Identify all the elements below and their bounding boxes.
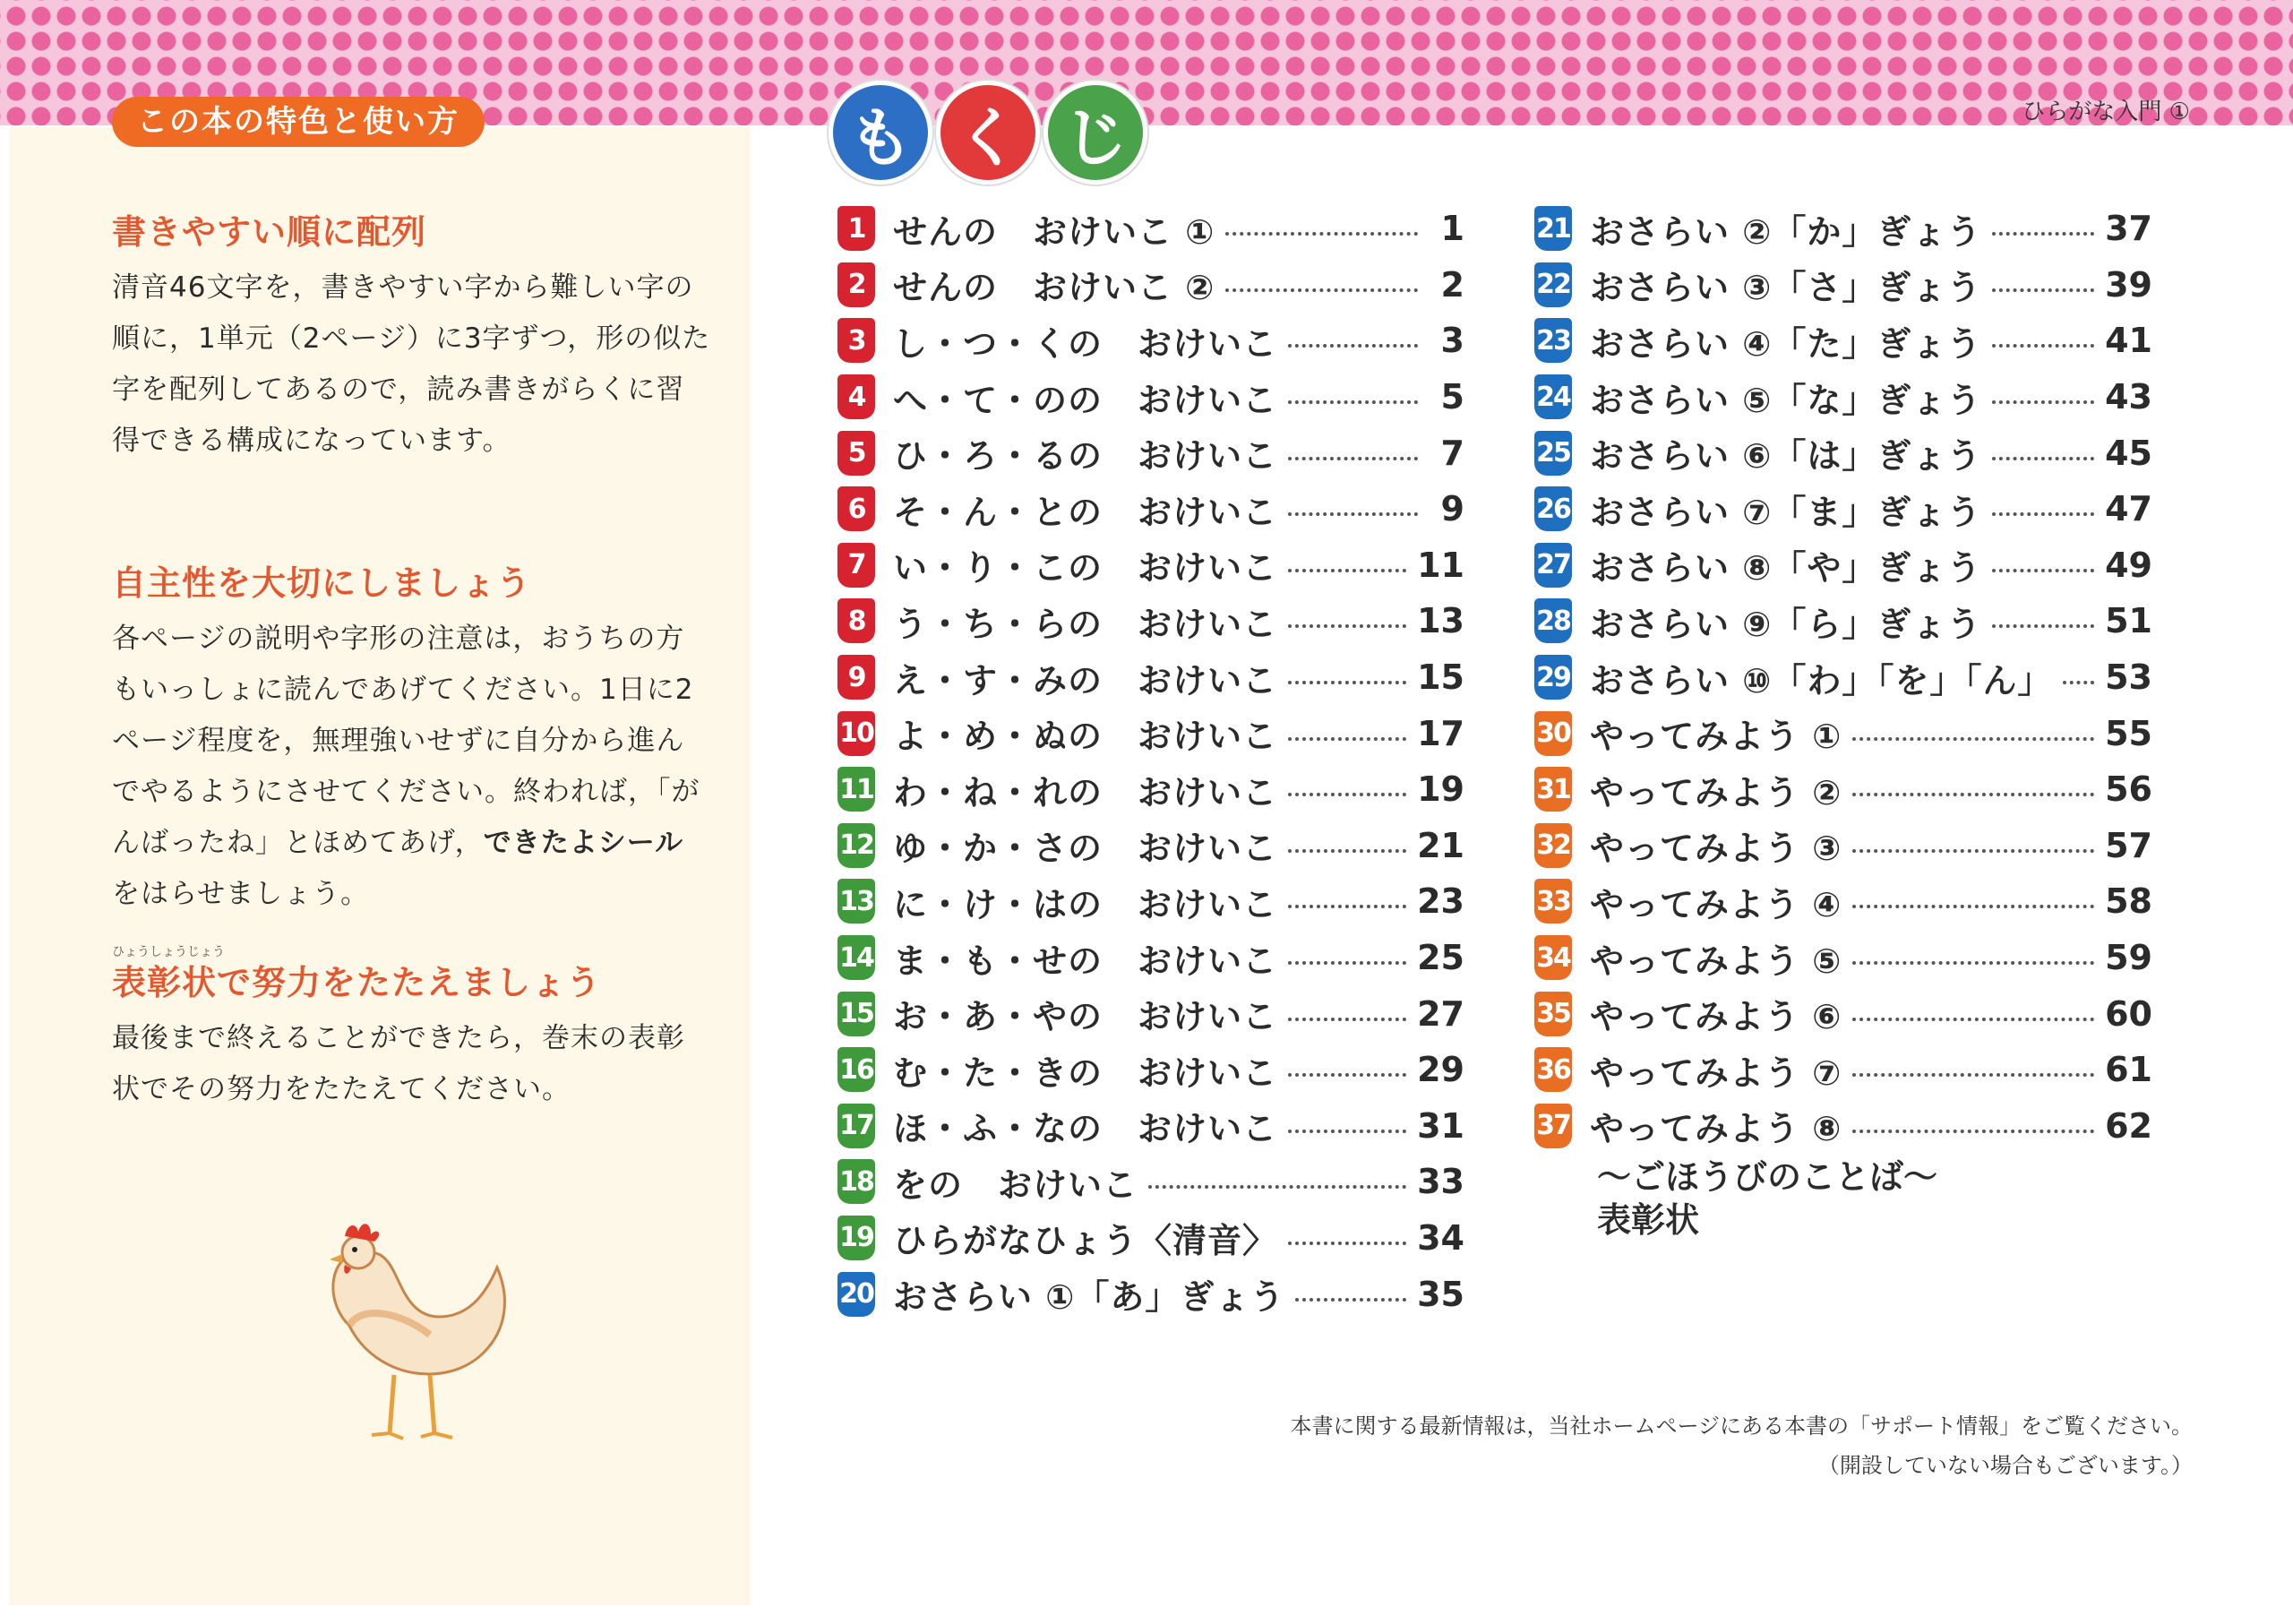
reward-words-entry: 〜ごほうびのことば〜 <box>1597 1157 1938 1197</box>
toc-entry <box>1534 481 2152 537</box>
toc-page-number: 45 <box>2105 433 2152 473</box>
toc-entry-label: い・り・この おけいこ <box>893 548 1278 589</box>
toc-entry <box>1534 761 2152 818</box>
toc-entry-label: おさらい ⑦「ま」ぎょう <box>1590 492 1982 532</box>
toc-page-number: 61 <box>2105 1050 2152 1090</box>
toc-entry-label: やってみよう ⑦ <box>1590 1053 1842 1093</box>
toc-page-number: 1 <box>1440 209 1464 249</box>
toc-page-number: 39 <box>2105 264 2152 305</box>
dot-leader <box>1992 232 2094 236</box>
unit-number-badge: 31 <box>1534 767 1572 812</box>
toc-entry-label: へ・て・のの おけいこ <box>893 380 1278 420</box>
dot-leader <box>1288 1242 1406 1245</box>
toc-entry-label: おさらい ⑧「や」ぎょう <box>1590 548 1982 589</box>
toc-page-number: 25 <box>1417 938 1464 978</box>
book-title: ひらがな入門 ① <box>2022 99 2190 125</box>
toc-entry <box>837 1154 1464 1210</box>
toc-page-number: 7 <box>1440 433 1464 473</box>
toc-page-number: 47 <box>2105 489 2152 529</box>
toc-entry <box>837 649 1464 706</box>
dot-leader <box>2063 681 2094 684</box>
toc-page-number: 43 <box>2105 377 2152 417</box>
toc-entry <box>837 930 1464 986</box>
toc-entry-label: やってみよう ⑥ <box>1590 997 1842 1037</box>
dot-leader <box>1288 1018 1406 1021</box>
toc-entry-label: ほ・ふ・なの おけいこ <box>893 1109 1278 1149</box>
section-order <box>112 204 712 467</box>
toc-entry <box>1534 369 2152 425</box>
toc-entry-label: そ・ん・との おけいこ <box>893 492 1278 532</box>
toc-entry <box>837 257 1464 314</box>
section-independence <box>112 555 712 920</box>
unit-number-badge: 9 <box>837 655 875 700</box>
toc-entry-label: やってみよう ④ <box>1590 884 1842 924</box>
dot-leader <box>1288 905 1406 908</box>
sticker-emphasis: できたよシール <box>483 827 684 859</box>
unit-number-badge: 35 <box>1534 992 1572 1036</box>
feature-tag: この本の特色と使い方 <box>112 97 485 147</box>
dot-leader <box>1225 232 1418 236</box>
toc-entry <box>1534 873 2152 930</box>
toc-entry-label: む・た・きの おけいこ <box>893 1053 1278 1093</box>
unit-number-badge: 21 <box>1534 206 1572 251</box>
unit-number-badge: 27 <box>1534 543 1572 588</box>
toc-page-number: 23 <box>1417 881 1464 922</box>
toc-entry <box>837 761 1464 818</box>
toc-entry-label: よ・め・ぬの おけいこ <box>893 717 1278 757</box>
unit-number-badge: 17 <box>837 1104 875 1148</box>
toc-entry-label: おさらい ⑩「わ」「を」「ん」 <box>1590 660 2053 700</box>
hen-illustration <box>296 1200 528 1469</box>
toc-entry-label: やってみよう ⑧ <box>1590 1109 1842 1149</box>
unit-number-badge: 11 <box>837 767 875 812</box>
toc-entry <box>837 425 1464 481</box>
toc-page-number: 37 <box>2105 209 2152 249</box>
section-title: 自主性を大切にしましょう <box>112 563 532 603</box>
toc-entry <box>837 1098 1464 1155</box>
unit-number-badge: 36 <box>1534 1047 1572 1092</box>
toc-entry <box>837 593 1464 649</box>
dot-leader <box>1992 512 2094 516</box>
dot-leader <box>1148 1185 1406 1189</box>
dot-leader <box>1288 344 1418 348</box>
toc-page-number: 57 <box>2105 825 2152 865</box>
toc-entry <box>1534 649 2152 706</box>
dot-leader <box>1852 737 2094 741</box>
toc-entry-label: ま・も・せの おけいこ <box>893 941 1278 981</box>
unit-number-badge: 22 <box>1534 262 1572 307</box>
toc-entry-label: ゆ・か・さの おけいこ <box>893 829 1278 869</box>
toc-entry <box>1534 1098 2152 1155</box>
dot-leader <box>1288 1073 1406 1077</box>
unit-number-badge: 12 <box>837 823 875 868</box>
toc-page-number: 53 <box>2105 657 2152 698</box>
unit-number-badge: 30 <box>1534 711 1572 756</box>
toc-page-number: 3 <box>1440 321 1464 361</box>
toc-page-number: 5 <box>1440 377 1464 417</box>
dot-leader <box>1852 1130 2094 1133</box>
toc-page-number: 56 <box>2105 769 2152 810</box>
dot-leader <box>1992 288 2094 292</box>
section-title: 書きやすい順に配列 <box>112 212 427 252</box>
toc-entry <box>837 369 1464 425</box>
toc-entry-label: おさらい ⑨「ら」ぎょう <box>1590 604 1982 644</box>
toc-entry <box>837 818 1464 874</box>
dot-leader <box>1992 400 2094 404</box>
toc-page-number: 29 <box>1417 1050 1464 1090</box>
unit-number-badge: 25 <box>1534 431 1572 476</box>
toc-page-number: 21 <box>1417 825 1464 865</box>
toc-entry <box>1534 705 2152 761</box>
toc-entry-label: おさらい ②「か」ぎょう <box>1590 211 1982 252</box>
toc-entry-label: やってみよう ⑤ <box>1590 941 1842 981</box>
dot-leader <box>1225 288 1418 292</box>
dot-leader <box>1992 624 2094 628</box>
toc-page-number: 60 <box>2105 993 2152 1034</box>
toc-column-1 <box>837 201 1464 1322</box>
mokuji-char: じ <box>1043 81 1147 185</box>
toc-page-number: 41 <box>2105 321 2152 361</box>
toc-page-number: 17 <box>1417 713 1464 753</box>
toc-entry-label: やってみよう ③ <box>1590 829 1842 869</box>
unit-number-badge: 2 <box>837 262 875 307</box>
toc-entry-label: おさらい ⑤「な」ぎょう <box>1590 380 1982 420</box>
toc-extras <box>1597 1156 1937 1242</box>
unit-number-badge: 3 <box>837 318 875 363</box>
mokuji-char: く <box>936 81 1040 185</box>
unit-number-badge: 15 <box>837 992 875 1036</box>
toc-entry <box>1534 425 2152 481</box>
toc-entry <box>837 705 1464 761</box>
toc-entry-label: う・ち・らの おけいこ <box>893 604 1278 644</box>
toc-entry <box>837 1266 1464 1322</box>
unit-number-badge: 20 <box>837 1272 875 1317</box>
unit-number-badge: 6 <box>837 486 875 531</box>
toc-page-number: 51 <box>2105 601 2152 641</box>
certificate-entry: 表彰状 <box>1597 1200 1700 1240</box>
dot-leader <box>1288 569 1406 572</box>
toc-entry <box>1534 537 2152 594</box>
unit-number-badge: 7 <box>837 543 875 588</box>
toc-page-number: 33 <box>1417 1162 1464 1202</box>
unit-number-badge: 24 <box>1534 374 1572 419</box>
dot-leader <box>1288 1130 1406 1133</box>
toc-page-number: 62 <box>2105 1105 2152 1146</box>
dot-leader <box>1852 849 2094 853</box>
dot-leader <box>1852 1018 2094 1021</box>
unit-number-badge: 1 <box>837 206 875 251</box>
unit-number-badge: 28 <box>1534 598 1572 643</box>
section-body: 各ページの説明や字形の注意は，おうちの方もいっしょに読んであげてください。1日に2ページ程度を，無理強いせずに自分から進んでやるようにさせてください。終われば，「がんばったね」とほめてあげ，できたよシールをはらせましょう。 <box>112 623 700 910</box>
section-body: 清音46文字を，書きやすい字から難しい字の順に，1単元（2ページ）に3字ずつ，形の似た字を配列してあるので，読み書きがらくに習得できる構成になっています。 <box>112 271 711 457</box>
toc-entry <box>837 985 1464 1042</box>
toc-entry-label: に・け・はの おけいこ <box>893 884 1278 924</box>
toc-entry-label: ひらがなひょう〈清音〉 <box>893 1221 1278 1261</box>
unit-number-badge: 32 <box>1534 823 1572 868</box>
toc-page-number: 34 <box>1417 1217 1464 1258</box>
dot-leader <box>1852 905 2094 908</box>
toc-page-number: 2 <box>1440 264 1464 305</box>
unit-number-badge: 26 <box>1534 486 1572 531</box>
unit-number-badge: 16 <box>837 1047 875 1092</box>
dot-leader <box>1288 400 1418 404</box>
unit-number-badge: 14 <box>837 935 875 980</box>
toc-page-number: 49 <box>2105 545 2152 585</box>
toc-page-number: 19 <box>1417 769 1464 810</box>
unit-number-badge: 18 <box>837 1159 875 1204</box>
unit-number-badge: 5 <box>837 431 875 476</box>
toc-entry-label: え・す・みの おけいこ <box>893 660 1278 700</box>
dot-leader <box>1288 512 1418 516</box>
mokuji-heading <box>829 81 1147 185</box>
unit-number-badge: 10 <box>837 711 875 756</box>
toc-entry-label: わ・ね・れの おけいこ <box>893 772 1278 812</box>
toc-entry <box>837 1210 1464 1267</box>
toc-entry-label: やってみよう ① <box>1590 717 1842 757</box>
unit-number-badge: 33 <box>1534 879 1572 924</box>
toc-column-2 <box>1534 201 2152 1154</box>
toc-page-number: 15 <box>1417 657 1464 698</box>
dot-leader <box>1288 793 1406 796</box>
toc-entry <box>837 313 1464 369</box>
dot-leader <box>1295 1298 1406 1302</box>
toc-entry <box>1534 930 2152 986</box>
footer-note <box>1290 1406 2193 1485</box>
toc-entry-label: せんの おけいこ ① <box>893 211 1215 252</box>
toc-entry <box>837 201 1464 257</box>
toc-entry <box>1534 985 2152 1042</box>
toc-entry-label: お・あ・やの おけいこ <box>893 997 1278 1037</box>
toc-page-number: 31 <box>1417 1105 1464 1146</box>
unit-number-badge: 29 <box>1534 655 1572 700</box>
dot-leader <box>1288 961 1406 965</box>
dot-leader <box>1288 624 1406 628</box>
toc-entry-label: おさらい ⑥「は」ぎょう <box>1590 436 1982 477</box>
unit-number-badge: 4 <box>837 374 875 419</box>
toc-entry <box>1534 257 2152 314</box>
toc-page-number: 13 <box>1417 601 1464 641</box>
toc-page-number: 11 <box>1417 545 1464 585</box>
ruby-reading: ひょうしょうじょう <box>112 945 225 959</box>
toc-page-number: 27 <box>1417 993 1464 1034</box>
toc-entry <box>1534 201 2152 257</box>
toc-entry <box>837 481 1464 537</box>
section-certificate <box>112 942 712 1115</box>
toc-page-number: 55 <box>2105 713 2152 753</box>
toc-page-number: 9 <box>1440 489 1464 529</box>
toc-entry-label: おさらい ④「た」ぎょう <box>1590 323 1982 364</box>
toc-entry <box>837 537 1464 594</box>
toc-entry <box>1534 313 2152 369</box>
unit-number-badge: 23 <box>1534 318 1572 363</box>
dot-leader <box>1852 961 2094 965</box>
section-title: 表彰状で努力をたたえましょう <box>112 963 602 1002</box>
footer-note-line: （開設していない場合もございます。） <box>1817 1453 2193 1478</box>
dot-leader <box>1992 569 2094 572</box>
toc-entry-label: おさらい ③「さ」ぎょう <box>1590 268 1982 308</box>
toc-page-number: 59 <box>2105 938 2152 978</box>
mokuji-char: も <box>829 81 932 185</box>
dot-leader <box>1852 793 2094 796</box>
toc-entry-label: やってみよう ② <box>1590 772 1842 812</box>
dot-leader <box>1992 457 2094 460</box>
footer-note-line: 本書に関する最新情報は，当社ホームページにある本書の「サポート情報」をご覧ください。 <box>1290 1413 2193 1439</box>
dot-leader <box>1852 1073 2094 1077</box>
unit-number-badge: 8 <box>837 598 875 643</box>
toc-page-number: 35 <box>1417 1274 1464 1314</box>
toc-entry <box>1534 1042 2152 1098</box>
dot-leader <box>1288 681 1406 684</box>
toc-page-number: 58 <box>2105 881 2152 922</box>
toc-entry <box>1534 593 2152 649</box>
dot-leader <box>1288 849 1406 853</box>
dot-leader <box>1288 737 1406 741</box>
unit-number-badge: 37 <box>1534 1104 1572 1148</box>
toc-entry-label: おさらい ①「あ」ぎょう <box>893 1277 1285 1318</box>
unit-number-badge: 19 <box>837 1216 875 1260</box>
toc-entry-label: ひ・ろ・るの おけいこ <box>893 436 1278 477</box>
toc-entry-label: し・つ・くの おけいこ <box>893 323 1278 364</box>
toc-entry <box>1534 818 2152 874</box>
unit-number-badge: 34 <box>1534 935 1572 980</box>
dot-leader <box>1288 457 1418 460</box>
toc-entry <box>837 1042 1464 1098</box>
dot-leader <box>1992 344 2094 348</box>
toc-entry-label: をの おけいこ <box>893 1164 1138 1205</box>
unit-number-badge: 13 <box>837 879 875 924</box>
toc-entry <box>837 873 1464 930</box>
toc-entry-label: せんの おけいこ ② <box>893 268 1215 308</box>
section-body: 最後まで終えることができたら，巻末の表彰状でその努力をたたえてください。 <box>112 1022 685 1105</box>
